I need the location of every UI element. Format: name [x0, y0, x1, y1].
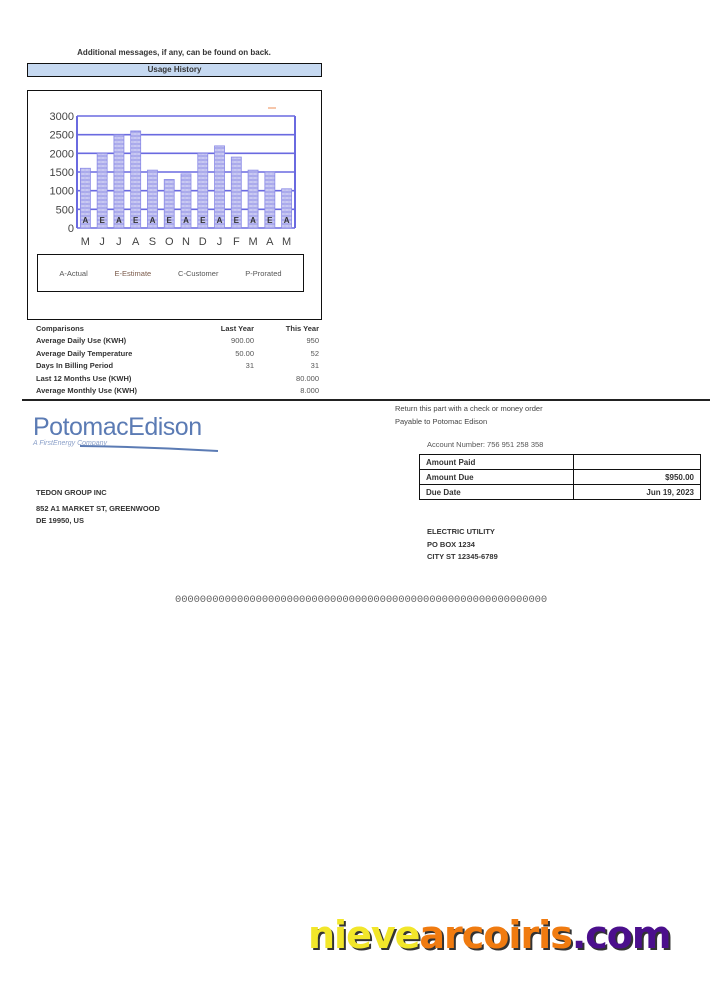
bar-read-code: E — [133, 216, 139, 225]
amount-paid-label: Amount Paid — [420, 455, 574, 470]
payment-row-amount-due — [420, 470, 701, 485]
last-year-header: Last Year — [220, 323, 254, 333]
comparisons-header: Comparisons — [36, 323, 84, 333]
comparison-row — [36, 347, 319, 360]
y-tick-label: 1500 — [49, 167, 74, 179]
x-tick-label: A — [266, 236, 274, 248]
comparisons-header-row — [36, 322, 319, 335]
return-instruction-line1: Return this part with a check or money order — [395, 404, 543, 413]
bar-read-code: A — [183, 216, 189, 225]
y-tick-label: 3000 — [49, 111, 74, 123]
amount-paid-field[interactable] — [574, 455, 701, 470]
x-tick-label: J — [116, 236, 122, 248]
x-tick-label: M — [248, 236, 258, 248]
watermark-part3: .com — [571, 913, 671, 957]
bar-read-code: A — [149, 216, 156, 225]
back-messages-note: Additional messages, if any, can be found on back. — [77, 48, 271, 57]
x-tick-label: S — [148, 236, 157, 248]
logo-wordmark: PotomacEdison — [33, 413, 202, 441]
x-tick-label: M — [282, 236, 292, 248]
watermark-part1: nieve — [308, 913, 420, 957]
bar-read-code: A — [216, 216, 223, 225]
payment-table — [419, 454, 701, 500]
comparison-row — [36, 385, 319, 398]
payee-line1: ELECTRIC UTILITY — [427, 527, 495, 536]
legend-actual: A-Actual — [59, 268, 88, 278]
watermark-part2: arcoiris — [419, 913, 572, 957]
potomac-edison-logo — [33, 413, 202, 447]
customer-name: TEDON GROUP INC — [36, 488, 107, 497]
x-tick-label: J — [99, 236, 105, 248]
comparison-label: Average Daily Use (KWH) — [36, 336, 127, 346]
payment-row-due-date — [420, 485, 701, 500]
y-tick-label: 0 — [67, 223, 74, 235]
y-tick-label: 500 — [55, 204, 74, 217]
last-year-value: 50.00 — [235, 348, 254, 358]
bar-read-code: A — [82, 216, 89, 225]
tear-off-divider — [22, 399, 710, 401]
comparison-label: Last 12 Months Use (KWH) — [36, 373, 132, 383]
amount-due-value: $950.00 — [574, 470, 701, 485]
this-year-value: 31 — [310, 361, 319, 371]
comparison-label: Average Daily Temperature — [36, 348, 133, 358]
this-year-value: 80.000 — [296, 373, 319, 383]
return-instructions — [395, 403, 543, 428]
comparison-row — [36, 372, 319, 385]
watermark — [308, 913, 671, 957]
comparison-row — [36, 360, 319, 373]
legend-estimate: E-Estimate — [114, 268, 152, 278]
bar-read-code: E — [99, 216, 105, 225]
x-tick-label: D — [198, 236, 207, 248]
bar-read-code: A — [116, 216, 122, 225]
legend-prorated: P-Prorated — [245, 268, 282, 278]
payee-line3: CITY ST 12345-6789 — [427, 552, 498, 561]
this-year-header: This Year — [285, 323, 319, 333]
return-instruction-line2: Payable to Potomac Edison — [395, 416, 488, 426]
comparison-row — [36, 335, 319, 348]
payee-line2: PO BOX 1234 — [427, 539, 475, 549]
bar-read-code: A — [250, 216, 256, 225]
due-date-label: Due Date — [420, 485, 574, 500]
bar — [131, 131, 141, 228]
remit-to-address — [427, 526, 498, 564]
comparisons-table — [36, 322, 319, 397]
chart-legend — [37, 254, 304, 292]
y-tick-label: 1000 — [49, 185, 74, 198]
bar-read-code: E — [166, 216, 172, 225]
y-tick-label: 2500 — [49, 129, 74, 142]
account-number: Account Number: 756 951 258 358 — [427, 440, 544, 449]
comparison-label: Average Monthly Use (KWH) — [36, 386, 137, 396]
x-tick-label: M — [80, 236, 90, 248]
amount-due-label: Amount Due — [420, 470, 574, 485]
bar-read-code: A — [283, 216, 290, 225]
payment-row-amount-paid — [420, 455, 701, 470]
ocr-scanline: 000000000000000000000000000000000000000000000000000000000000 — [175, 594, 548, 606]
x-tick-label: N — [182, 236, 190, 248]
logo-tagline: A FirstEnergy Company — [33, 440, 108, 447]
bar-read-code: E — [200, 216, 206, 225]
this-year-value: 950 — [306, 336, 319, 346]
this-year-value: 8.000 — [300, 386, 319, 396]
bar-read-code: E — [233, 216, 239, 225]
y-tick-label: 2000 — [49, 148, 74, 161]
last-year-value: 31 — [245, 361, 254, 371]
customer-address-line1: 852 A1 MARKET ST, GREENWOOD — [36, 503, 160, 513]
due-date-value: Jun 19, 2023 — [574, 485, 701, 500]
usage-history-header: Usage History — [27, 63, 322, 77]
x-tick-label: J — [216, 236, 223, 248]
bar — [114, 135, 124, 228]
customer-address — [36, 487, 160, 528]
this-year-value: 52 — [310, 348, 319, 358]
x-tick-label: A — [132, 236, 140, 248]
usage-history-chart — [27, 90, 322, 250]
customer-address-line2: DE 19950, US — [36, 516, 84, 525]
legend-customer: C-Customer — [178, 268, 219, 278]
last-year-value: 900.00 — [231, 336, 254, 346]
logo-swoosh-icon — [80, 444, 220, 452]
x-tick-label: F — [232, 236, 240, 248]
x-tick-label: O — [164, 236, 174, 248]
bar-read-code: E — [267, 216, 273, 225]
comparison-label: Days In Billing Period — [36, 361, 114, 371]
